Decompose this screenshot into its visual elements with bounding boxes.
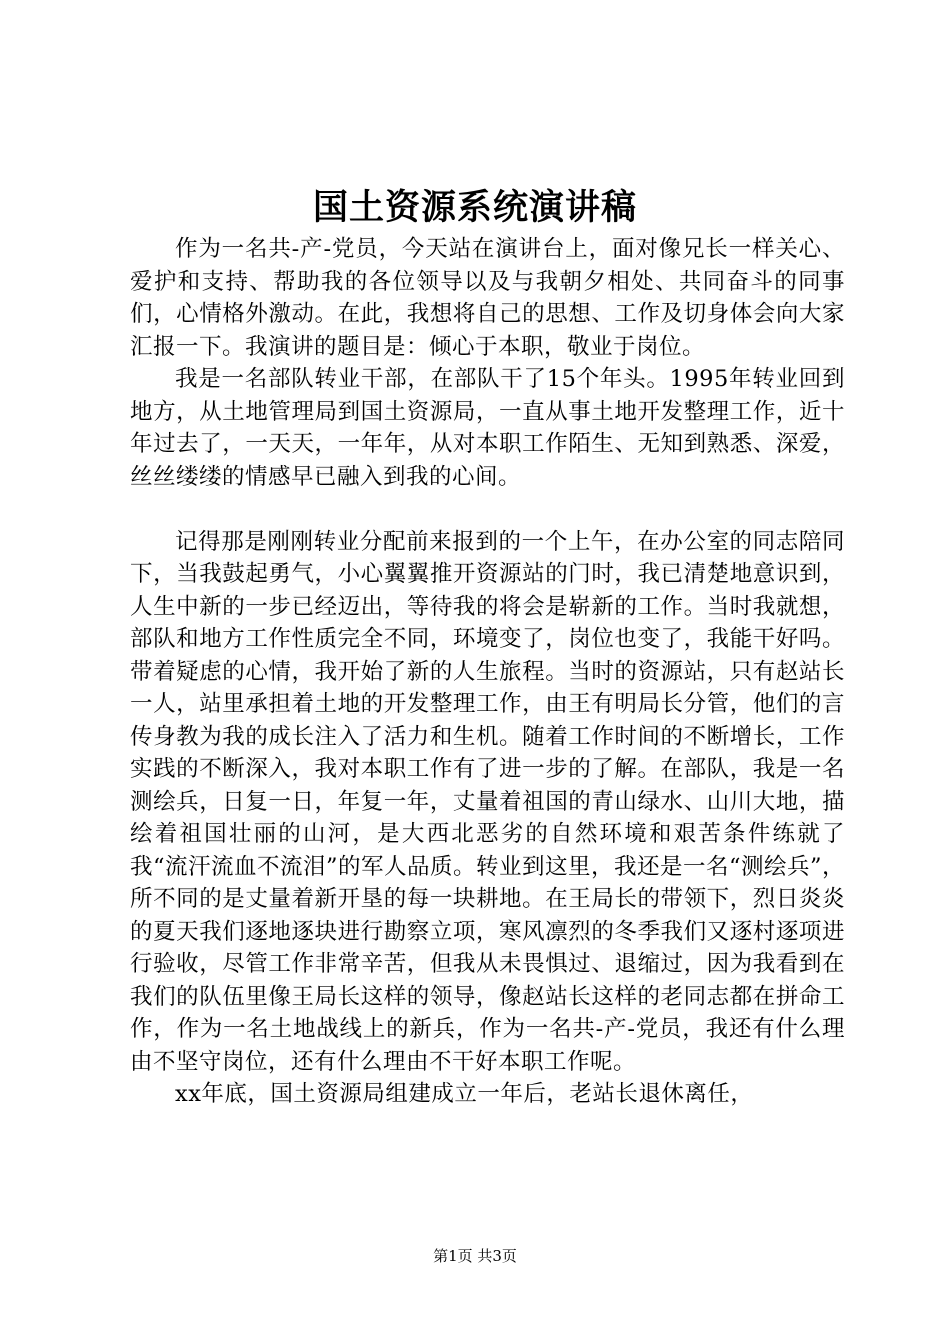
paragraph-1: 作为一名共-产-党员，今天站在演讲台上，面对像兄长一样关心、爱护和支持、帮助我的各位领导以及与我朝夕相处、共同奋斗的同事们，心情格外激动。在此，我想将自己的思想、工作及切身体会向大家汇报一下。我演讲的题目是：倾心于本职，敬业于岗位。 [130, 236, 845, 360]
document-body [130, 233, 845, 1111]
paragraph-4: xx年底，国土资源局组建成立一年后，老站长退休离任， [175, 1081, 754, 1107]
paragraph-2: 我是一名部队转业干部，在部队干了15个年头。1995年转业回到地方，从土地管理局到国土资源局，一直从事土地开发整理工作，近十年过去了，一天天，一年年，从对本职工作陌生、无知到熟悉、深爱，丝丝缕缕的情感早已融入到我的心间。 [130, 366, 845, 490]
document-title: 国土资源系统演讲稿 [312, 187, 637, 228]
paragraph-3: 记得那是刚刚转业分配前来报到的一个上午，在办公室的同志陪同下，当我鼓起勇气，小心翼翼推开资源站的门时，我已清楚地意识到，人生中新的一步已经迈出，等待我的将会是崭新的工作。当时我就想，部队和地方工作性质完全不同，环境变了，岗位也变了，我能干好吗。带着疑虑的心情，我开始了新的人生旅程。当时的资源站，只有赵站长一人，站里承担着土地的开发整理工作，由王有明局长分管，他们的言传身教为我的成长注入了活力和生机。随着工作时间的不断增长，工作实践的不断深入，我对本职工作有了进一步的了解。在部队，我是一名测绘兵，日复一日，年复一年，丈量着祖国的青山绿水、山川大地，描绘着祖国壮丽的山河，是大西北恶劣的自然环境和艰苦条件练就了我“流汗流血不流泪”的军人品质。转业到这里，我还是一名“测绘兵”，所不同的是丈量着新开垦的每一块耕地。在王局长的带领下，烈日炎炎的夏天我们逐地逐块进行勘察立项，寒风凛烈的冬季我们又逐村逐项进行验收，尽管工作非常辛苦，但我从未畏惧过、退缩过，因为我看到在我们的队伍里像王局长这样的领导，像赵站长这样的老同志都在拼命工作，作为一名土地战线上的新兵，作为一名共-产-党员，我还有什么理由不坚守岗位，还有什么理由不干好本职工作呢。 [130, 528, 846, 1075]
page-footer: 第1页 共3页 [433, 1247, 517, 1265]
